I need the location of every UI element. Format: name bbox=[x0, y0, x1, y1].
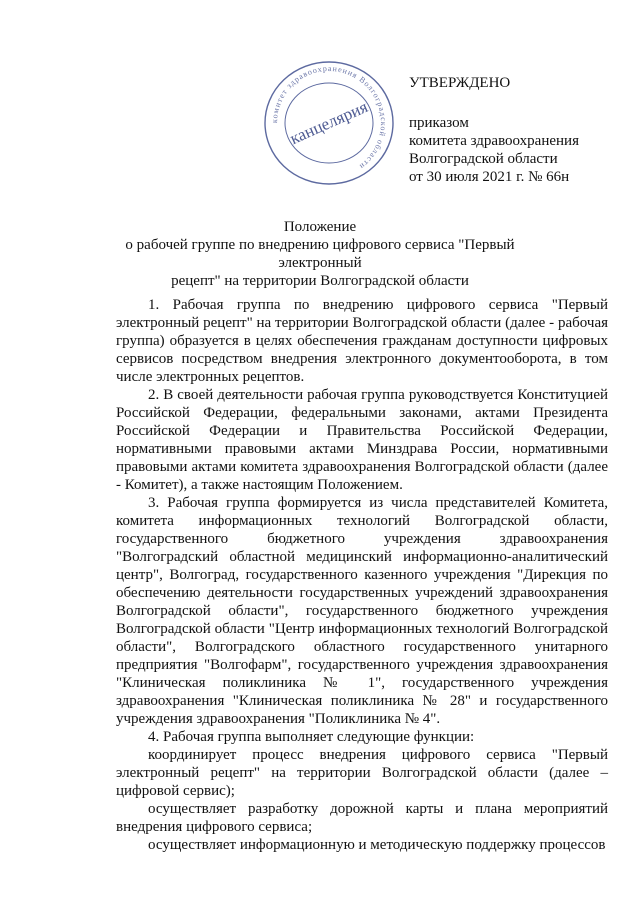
paragraph: 1. Рабочая группа по внедрению цифрового сервиса "Первый электронный рецепт" на территории Волгоградской области (далее - рабочая группа) образуется в целях обеспечения гражданам доступности цифровых сервисов посредством внедрения электронного документооборота, в том числе электронных рецептов. bbox=[116, 297, 608, 385]
document-title bbox=[100, 218, 540, 290]
stamp-center-text: канцелярия bbox=[287, 96, 371, 149]
approval-line: от 30 июля 2021 г. № 66н bbox=[409, 169, 570, 185]
approval-line: приказом bbox=[409, 115, 469, 131]
paragraph: осуществляет разработку дорожной карты и плана мероприятий внедрения цифрового сервиса; bbox=[116, 801, 608, 835]
title-line: Положение bbox=[283, 219, 357, 235]
title-line: о рабочей группе по внедрению цифрового сервиса "Первый электронный bbox=[125, 237, 515, 271]
approval-block bbox=[409, 74, 579, 186]
document-body bbox=[116, 296, 608, 854]
title-line: рецепт" на территории Волгоградской области bbox=[171, 273, 469, 289]
stamp-ring-text: комитет здравоохранения Волгоградской области bbox=[269, 63, 389, 172]
paragraph: 3. Рабочая группа формируется из числа представителей Комитета, комитета информационных технологий Волгоградской области, государственного бюджетного учреждения здравоохранения "Волгоградский областной медицинский информационно-аналитический центр", Волгоград, государственного казенного учреждения "Дирекция по обеспечению деятельности государственных учреждений здравоохранения Волгоградской области", государственного бюджетного учреждения Волгоградской области "Центр информационных технологий Волгоградской области", Волгоградского областного государственного унитарного предприятия "Волгофарм", государственного учреждения здравоохранения "Клиническая поликлиника № 1", государственного учреждения здравоохранения "Клиническая поликлиника № 28" и государственного учреждения здравоохранения "Поликлиника № 4". bbox=[116, 495, 608, 727]
paragraph: 2. В своей деятельности рабочая группа руководствуется Конституцией Российской Федерации, федеральными законами, актами Президента Российской Федерации и Правительства Российской Федерации, нормативными правовыми актами Минздрава России, нормативными правовыми актами комитета здравоохранения Волгоградской области (далее - Комитет), а также настоящим Положением. bbox=[116, 387, 608, 493]
paragraph: 4. Рабочая группа выполняет следующие функции: bbox=[148, 729, 475, 745]
paragraph: координирует процесс внедрения цифрового сервиса "Первый электронный рецепт" на территории Волгоградской области (далее – цифровой сервис); bbox=[116, 747, 608, 799]
stamp-seal-icon bbox=[261, 58, 397, 188]
approval-heading: УТВЕРЖДЕНО bbox=[409, 75, 511, 91]
paragraph: осуществляет информационную и методическую поддержку процессов bbox=[148, 837, 606, 853]
approval-line: Волгоградской области bbox=[409, 151, 558, 167]
approval-line: комитета здравоохранения bbox=[409, 133, 579, 149]
office-stamp bbox=[261, 58, 397, 188]
